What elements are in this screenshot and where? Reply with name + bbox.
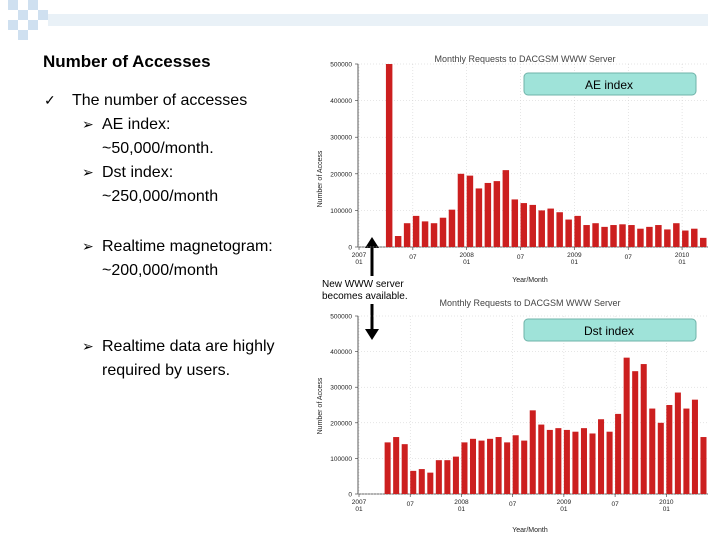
bar [449, 210, 455, 247]
bar [504, 442, 510, 494]
y-tick-label: 0 [348, 491, 352, 499]
chart-badge [524, 73, 696, 95]
bar [413, 216, 419, 247]
bar [538, 425, 544, 494]
bar [632, 371, 638, 494]
bar [624, 358, 630, 494]
check-icon: ✓ [44, 92, 56, 108]
bar [649, 409, 655, 494]
y-tick-label: 500000 [330, 61, 352, 69]
bar [513, 435, 519, 494]
y-tick-label: 100000 [330, 207, 352, 215]
x-tick-label: 07 [624, 254, 632, 261]
decor-square [18, 10, 28, 20]
bar [628, 225, 634, 247]
bar [444, 460, 450, 494]
bar [589, 433, 595, 494]
bar [395, 236, 401, 247]
x-tick-label: 2007 [351, 252, 367, 259]
bar [530, 410, 536, 494]
bar [436, 460, 442, 494]
x-tick-label: 01 [662, 506, 670, 513]
bar [664, 229, 670, 247]
x-tick-label: 2008 [459, 252, 474, 259]
bar [673, 223, 679, 247]
bar [431, 223, 437, 247]
badge-label: Dst index [583, 324, 635, 338]
arrow-bullet-icon: ➢ [82, 238, 94, 254]
bar [601, 227, 607, 247]
x-tick-label: 07 [516, 254, 525, 261]
x-axis-label: Year/Month [512, 527, 548, 534]
x-tick-label: 01 [457, 506, 466, 513]
bullet-dst-line2: ~250,000/month [102, 188, 219, 205]
bullet-dst-line1: Dst index: [102, 164, 174, 181]
bar [658, 423, 664, 494]
bar [572, 432, 578, 494]
decor-square [28, 20, 38, 30]
y-axis-label: Number of Access [317, 150, 324, 208]
x-tick-label: 01 [560, 506, 568, 513]
decor-square [28, 0, 38, 10]
bar [386, 64, 392, 247]
bar [692, 400, 698, 494]
bar [555, 428, 561, 494]
bar [547, 430, 553, 494]
bar [496, 437, 502, 494]
bar [461, 442, 467, 494]
x-tick-label: 07 [509, 501, 517, 508]
bar [458, 174, 464, 247]
bar [615, 414, 621, 494]
bar [521, 441, 527, 494]
bar [655, 225, 661, 247]
bar [470, 439, 476, 494]
x-tick-label: 01 [678, 259, 686, 266]
bar [453, 457, 459, 494]
bar [485, 183, 491, 247]
chart-badge [524, 319, 696, 341]
badge-label: AE index [584, 78, 634, 92]
bar [487, 439, 493, 494]
bar [427, 473, 433, 494]
bar [564, 430, 570, 494]
bar [404, 223, 410, 247]
decor-square [38, 10, 48, 20]
bullet-hr-line1: Realtime data are highly [102, 338, 275, 355]
y-tick-label: 100000 [330, 455, 352, 463]
arrow-bullet-icon: ➢ [82, 164, 94, 180]
x-tick-label: 2009 [567, 252, 582, 259]
y-tick-label: 400000 [330, 349, 352, 357]
x-axis-label: Year/Month [512, 277, 548, 284]
decor-square [8, 0, 18, 10]
bar [700, 238, 706, 247]
ae-index-chart [310, 44, 710, 288]
dst-index-chart [310, 294, 710, 538]
bar [530, 205, 536, 247]
y-tick-label: 400000 [330, 98, 352, 106]
x-tick-label: 2007 [351, 499, 367, 506]
bar [547, 209, 553, 247]
bar [683, 409, 689, 494]
bar [419, 469, 425, 494]
bar [646, 227, 652, 247]
bar [598, 419, 604, 494]
bar [583, 225, 589, 247]
bullet-rt-line1: Realtime magnetogram: [102, 238, 273, 255]
annotation-line2: becomes available. [322, 291, 408, 302]
bullet-rt-line2: ~200,000/month [102, 262, 219, 279]
bar [592, 223, 598, 247]
bar [467, 176, 473, 247]
bar [574, 216, 580, 247]
bar [422, 221, 428, 247]
decor-square [8, 20, 18, 30]
x-tick-label: 2009 [556, 499, 572, 506]
decor-bar [48, 14, 708, 26]
bar [619, 224, 625, 247]
x-tick-label: 01 [570, 259, 579, 266]
bar [610, 225, 616, 247]
bar [503, 170, 509, 247]
x-tick-label: 07 [611, 501, 619, 508]
y-axis-label: Number of Access [317, 377, 324, 435]
bar [479, 441, 485, 494]
bullet-hr-line2: required by users. [102, 362, 231, 379]
bar [440, 218, 446, 247]
bullet-ae-line1: AE index: [102, 116, 171, 133]
y-tick-label: 200000 [330, 171, 352, 179]
arrow-bullet-icon: ➢ [82, 338, 94, 354]
x-tick-label: 01 [463, 259, 471, 266]
bar [494, 181, 500, 247]
bar [385, 442, 391, 494]
bullet-main: The number of accesses [72, 92, 248, 109]
x-tick-label: 07 [409, 254, 417, 261]
bar [700, 437, 706, 494]
bar [512, 199, 518, 247]
x-tick-label: 01 [355, 259, 363, 266]
chart-title: Monthly Requests to DACGSM WWW Server [434, 54, 616, 64]
arrow-bullet-icon: ➢ [82, 116, 94, 132]
x-tick-label: 07 [406, 501, 414, 508]
bar [538, 210, 544, 247]
x-tick-label: 2010 [674, 252, 690, 259]
x-tick-label: 2010 [659, 499, 674, 506]
bar [476, 188, 482, 247]
bar [521, 203, 527, 247]
y-tick-label: 300000 [330, 384, 352, 392]
y-tick-label: 500000 [330, 313, 352, 321]
chart-title: Monthly Requests to DACGSM WWW Server [439, 298, 621, 308]
y-tick-label: 200000 [330, 420, 352, 428]
x-tick-label: 2008 [454, 499, 469, 506]
bar [607, 432, 613, 494]
bullet-ae-line2: ~50,000/month. [102, 140, 214, 157]
bar [641, 364, 647, 494]
bar [581, 428, 587, 494]
y-tick-label: 0 [348, 244, 352, 252]
y-tick-label: 300000 [330, 134, 352, 142]
decor-square [18, 30, 28, 40]
bar [637, 229, 643, 247]
annotation-line1: New WWW server [322, 279, 404, 290]
x-tick-label: 01 [355, 506, 363, 513]
bar [556, 212, 562, 247]
bar [402, 444, 408, 494]
bar [393, 437, 399, 494]
bar [691, 229, 697, 247]
bar [666, 405, 672, 494]
bar [410, 471, 416, 494]
bar [675, 393, 681, 494]
bar [682, 231, 688, 247]
bar [565, 220, 571, 247]
slide-title: Number of Accesses [43, 52, 211, 71]
